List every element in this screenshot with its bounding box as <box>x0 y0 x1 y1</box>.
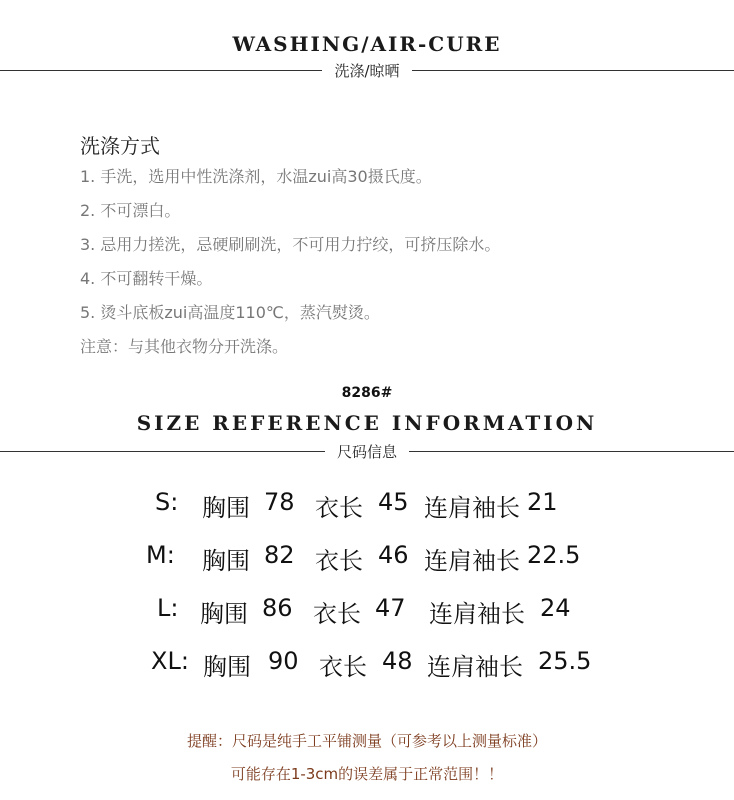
sleeve-label: 连肩袖长 <box>427 653 523 681</box>
washing-item: 5. 烫斗底板zui高温度110℃，蒸汽熨烫。 <box>80 303 380 322</box>
size-row <box>0 480 734 533</box>
chest-value: 86 <box>262 594 293 622</box>
washing-item: 3. 忌用力搓洗，忌硬刷刷洗，不可用力拧绞，可挤压除水。 <box>80 235 501 254</box>
size-title-en: SIZE REFERENCE INFORMATION <box>136 411 598 435</box>
sleeve-label: 连肩袖长 <box>424 547 520 575</box>
chest-value: 90 <box>268 647 299 675</box>
length-value: 45 <box>378 488 409 516</box>
length-label: 衣长 <box>315 494 363 522</box>
washing-item: 4. 不可翻转干燥。 <box>80 269 213 288</box>
size-label: S: <box>155 488 179 516</box>
size-label: L: <box>157 594 179 622</box>
tolerance-note: 可能存在1-3cm的误差属于正常范围！！ <box>230 765 504 783</box>
washing-method-heading: 洗涤方式 <box>80 134 160 158</box>
length-label: 衣长 <box>315 547 363 575</box>
washing-item: 1. 手洗，选用中性洗涤剂，水温zui高30摄氏度。 <box>80 167 432 186</box>
washing-title-en: WASHING/AIR-CURE <box>232 32 502 56</box>
washing-item: 2. 不可漂白。 <box>80 201 181 220</box>
length-value: 47 <box>375 594 406 622</box>
chest-label: 胸围 <box>200 600 248 628</box>
size-title-cn-wrap <box>0 441 734 462</box>
chest-label: 胸围 <box>203 653 251 681</box>
size-label: M: <box>146 541 175 569</box>
sleeve-value: 22.5 <box>527 541 581 569</box>
length-label: 衣长 <box>319 653 367 681</box>
size-title-cn: 尺码信息 <box>325 443 409 461</box>
sleeve-label: 连肩袖长 <box>424 494 520 522</box>
sleeve-label: 连肩袖长 <box>429 600 525 628</box>
chest-value: 78 <box>264 488 295 516</box>
size-row <box>0 586 734 639</box>
washing-note: 注意：与其他衣物分开洗涤。 <box>80 337 289 356</box>
length-label: 衣长 <box>313 600 361 628</box>
size-row <box>0 639 734 692</box>
measurement-note: 提醒：尺码是纯手工平铺测量（可参考以上测量标准） <box>186 732 547 750</box>
size-table <box>0 480 734 692</box>
product-code: 8286# <box>341 385 393 401</box>
size-label: XL: <box>151 647 189 675</box>
length-value: 46 <box>378 541 409 569</box>
chest-label: 胸围 <box>202 547 250 575</box>
washing-instructions-list <box>80 165 500 369</box>
sleeve-value: 21 <box>527 488 558 516</box>
washing-title-cn: 洗涤/晾晒 <box>322 62 411 80</box>
washing-title-cn-wrap <box>0 60 734 81</box>
size-row <box>0 533 734 586</box>
length-value: 48 <box>382 647 413 675</box>
chest-label: 胸围 <box>202 494 250 522</box>
chest-value: 82 <box>264 541 295 569</box>
sleeve-value: 25.5 <box>538 647 592 675</box>
sleeve-value: 24 <box>540 594 571 622</box>
